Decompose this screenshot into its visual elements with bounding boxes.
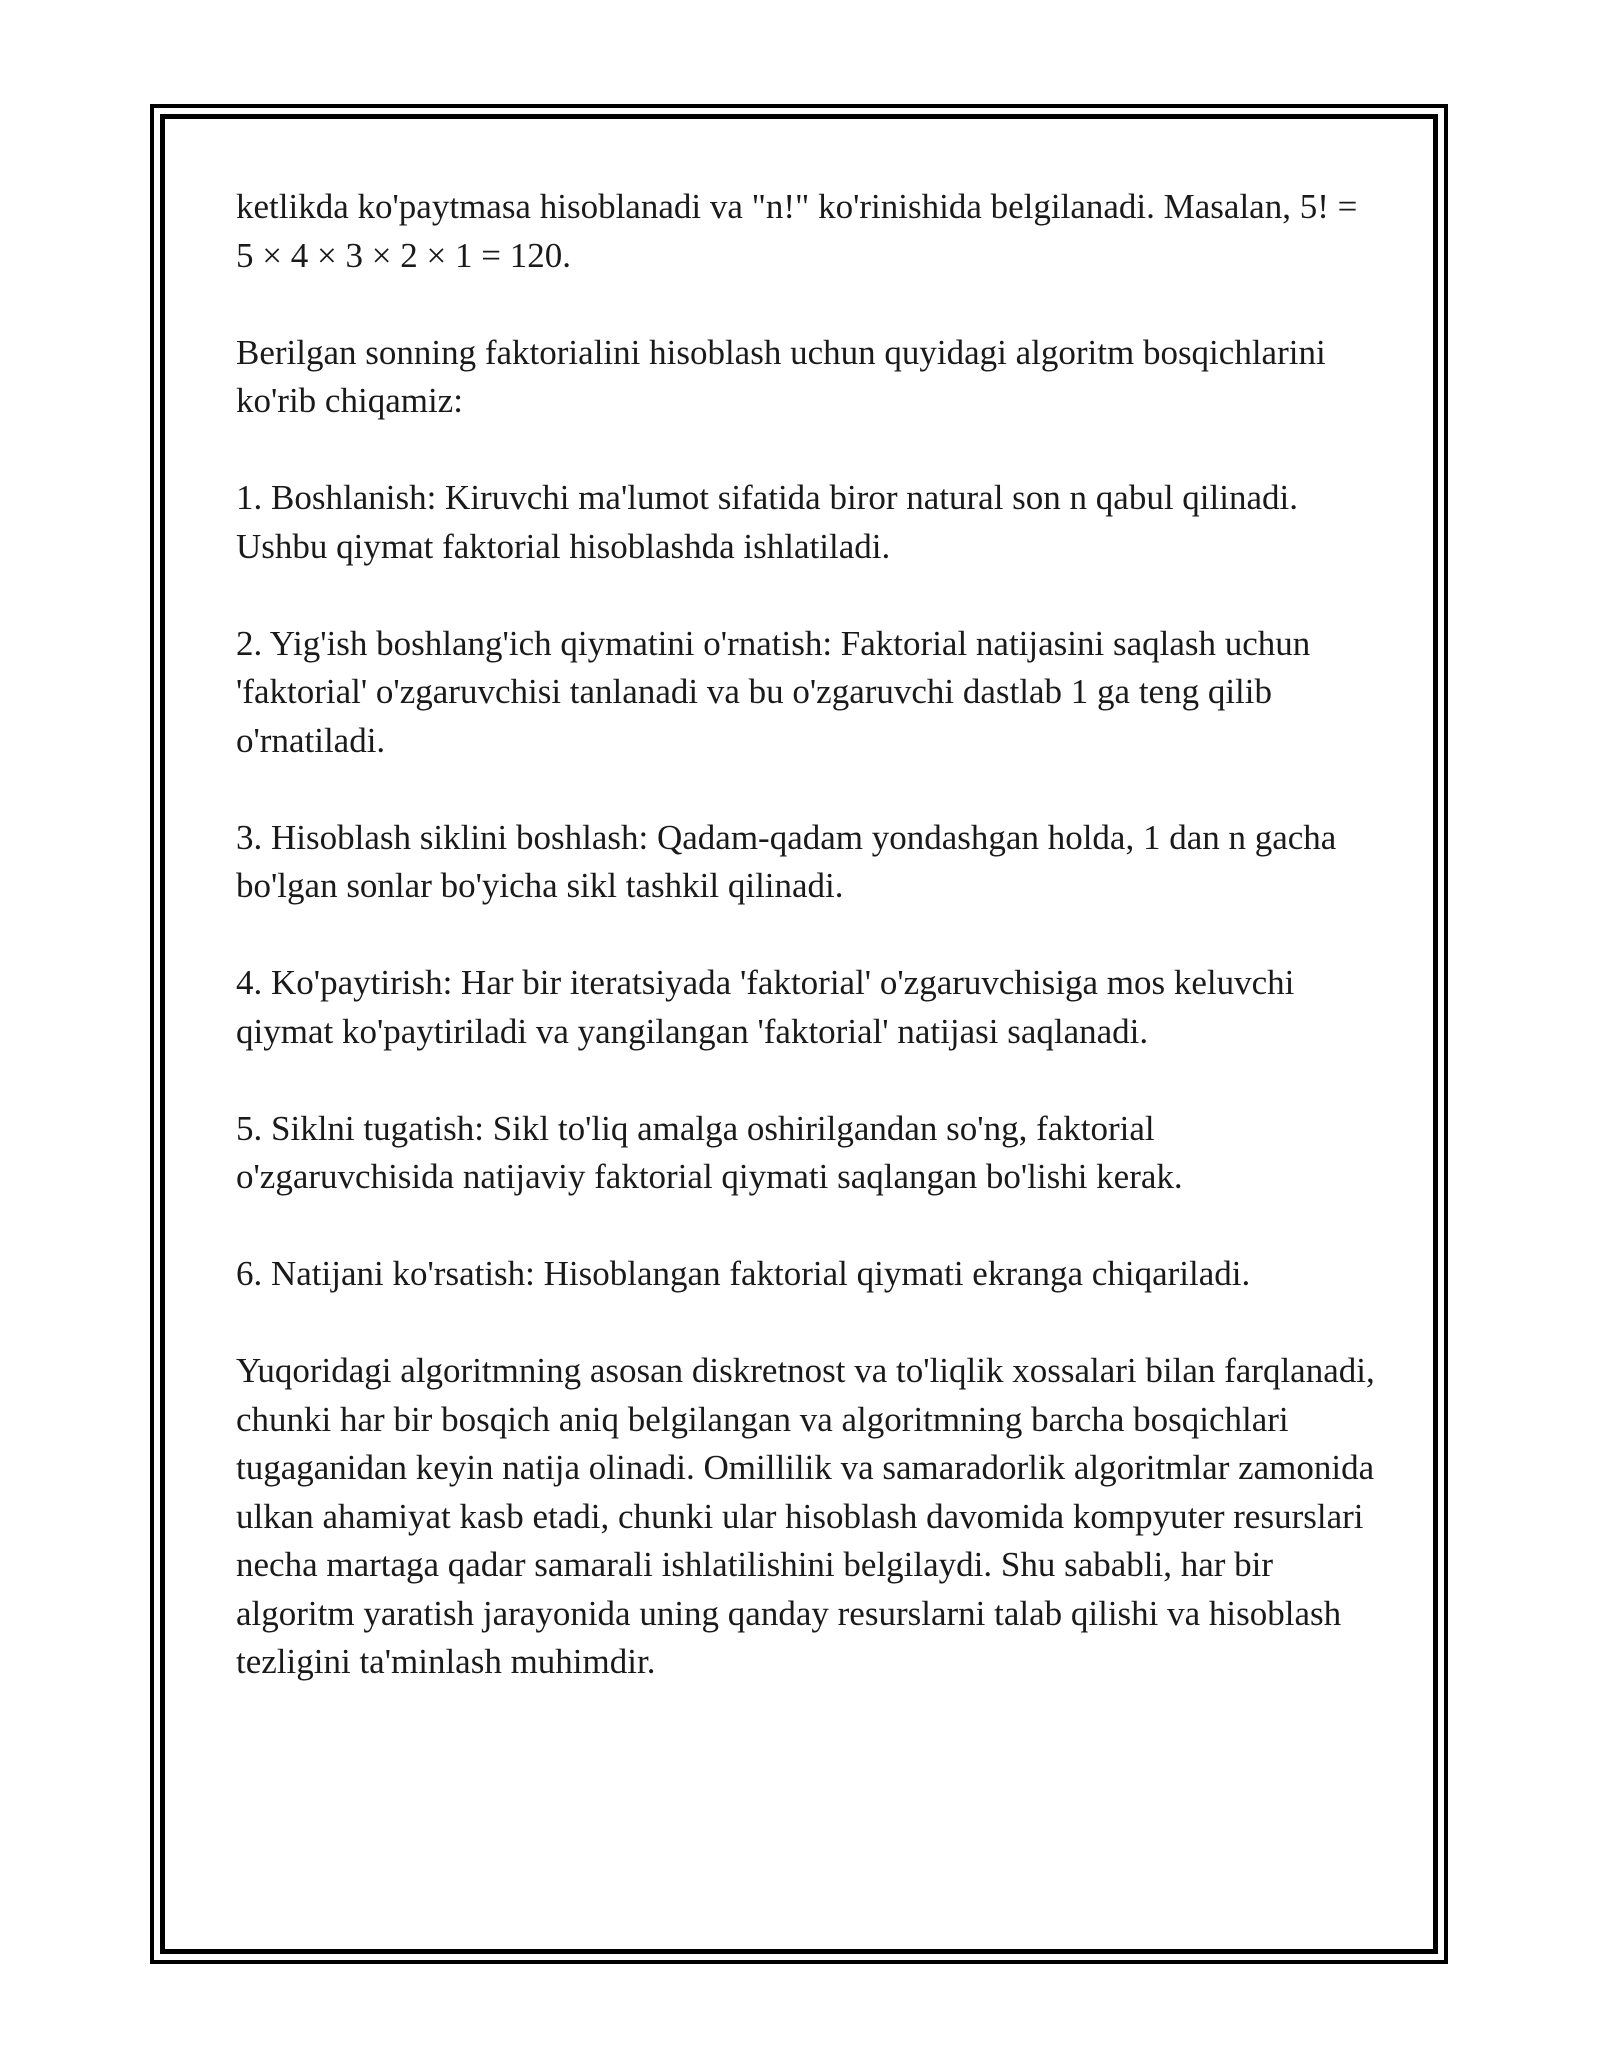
step-6-output: 6. Natijani ko'rsatish: Hisoblangan faktorial qiymati ekranga chiqariladi.	[236, 1254, 1251, 1293]
step-1-start: 1. Boshlanish: Kiruvchi ma'lumot sifatida biror natural son n qabul qilinadi. Ushbu qiymat faktorial hisoblashda ishlatiladi.	[236, 478, 1298, 566]
step-2-initialize: 2. Yig'ish boshlang'ich qiymatini o'rnatish: Faktorial natijasini saqlash uchun 'faktorial' o'zgaruvchisi tanlanadi va bu o'zgaruvchi dastlab 1 ga teng qilib o'rnatiladi.	[236, 623, 1311, 760]
document-body	[236, 183, 1376, 1735]
step-3-loop-start: 3. Hisoblash siklini boshlash: Qadam-qadam yondashgan holda, 1 dan n gacha bo'lgan sonlar bo'yicha sikl tashkil qilinadi.	[236, 817, 1337, 905]
step-4-multiply: 4. Ko'paytirish: Har bir iteratsiyada 'faktorial' o'zgaruvchisiga mos keluvchi qiymat ko'paytiriladi va yangilangan 'faktorial' natijasi saqlanadi.	[236, 963, 1295, 1051]
paragraph-conclusion: Yuqoridagi algoritmning asosan diskretnost va to'liqlik xossalari bilan farqlanadi, chunki har bir bosqich aniq belgilangan va algoritmning barcha bosqichlari tugaganidan keyin natija olinadi. Omillilik va samaradorlik algoritmlar zamonida ulkan ahamiyat kasb etadi, chunki ular hisoblash davomida kompyuter resurslari necha martaga qadar samarali ishlatilishini belgilaydi. Shu sababli, har bir algoritm yaratish jarayonida uning qanday resurslarni talab qilishi va hisoblash tezligini ta'minlash muhimdir.	[236, 1351, 1375, 1681]
paragraph-algorithm-intro: Berilgan sonning faktorialini hisoblash uchun quyidagi algoritm bosqichlarini ko'rib chiqamiz:	[236, 332, 1326, 420]
paragraph-factorial-definition: ketlikda ko'paytmasa hisoblanadi va "n!" ko'rinishida belgilanadi. Masalan, 5! = 5 × 4 × 3 × 2 × 1 = 120.	[236, 187, 1358, 275]
step-5-loop-end: 5. Siklni tugatish: Sikl to'liq amalga oshirilgandan so'ng, faktorial o'zgaruvchisida natijaviy faktorial qiymati saqlangan bo'lishi kerak.	[236, 1108, 1183, 1196]
